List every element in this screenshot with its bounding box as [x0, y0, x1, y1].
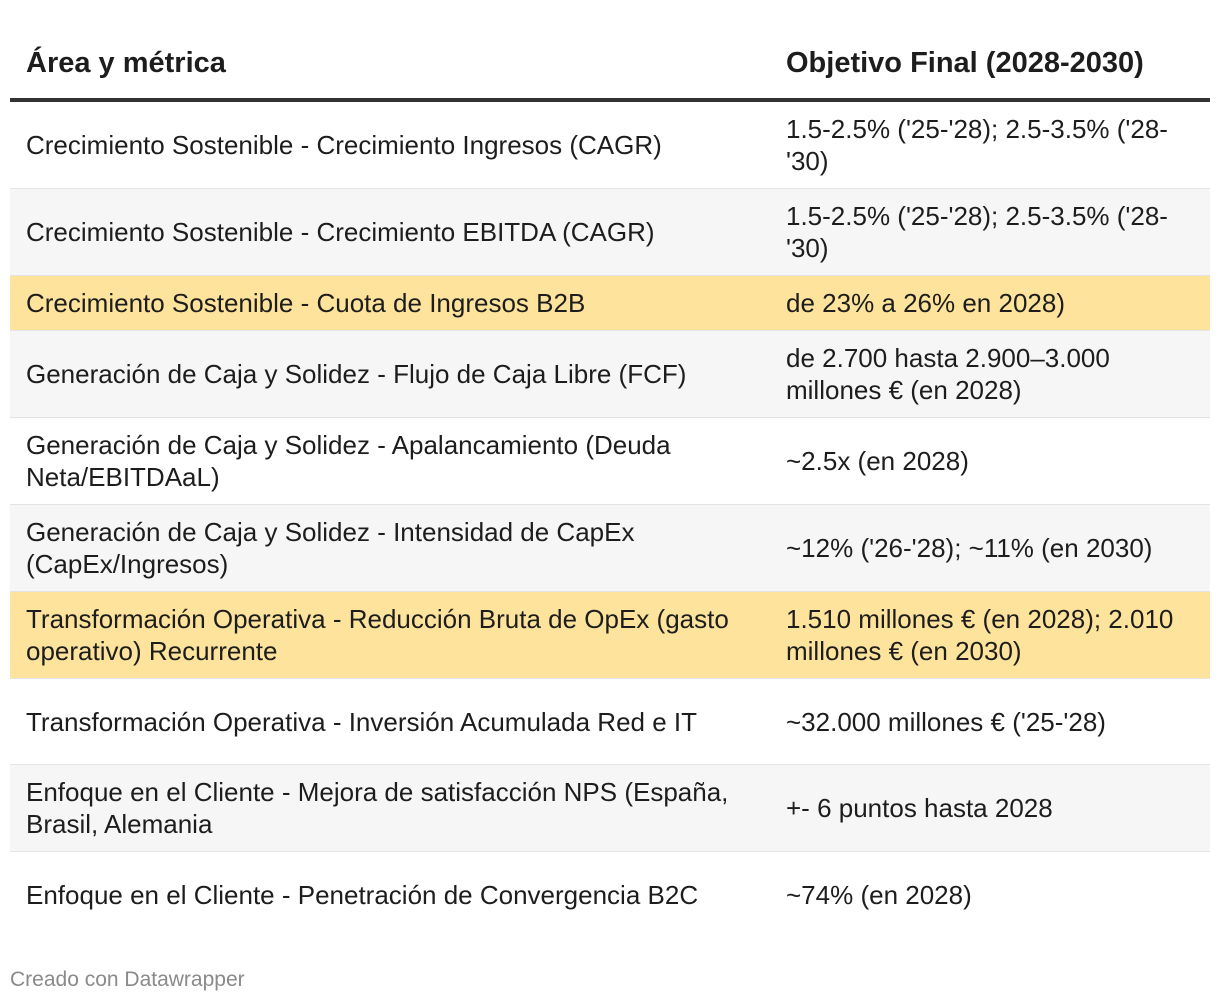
metric-cell: Generación de Caja y Solidez - Apalancamiento (Deuda Neta/EBITDAaL) — [10, 418, 770, 505]
target-cell: 1.510 millones € (en 2028); 2.010 millones € (en 2030) — [770, 592, 1210, 679]
target-cell: ~32.000 millones € ('25-'28) — [770, 679, 1210, 765]
table-row — [10, 852, 1210, 938]
target-cell: ~74% (en 2028) — [770, 852, 1210, 938]
metric-cell: Enfoque en el Cliente - Mejora de satisfacción NPS (España, Brasil, Alemania — [10, 765, 770, 852]
target-cell: +- 6 puntos hasta 2028 — [770, 765, 1210, 852]
table-row — [10, 189, 1210, 276]
target-cell: de 23% a 26% en 2028) — [770, 276, 1210, 331]
target-cell: de 2.700 hasta 2.900–3.000 millones € (en 2028) — [770, 331, 1210, 418]
table-row — [10, 679, 1210, 765]
metric-cell: Crecimiento Sostenible - Cuota de Ingresos B2B — [10, 276, 770, 331]
metric-cell: Transformación Operativa - Inversión Acumulada Red e IT — [10, 679, 770, 765]
target-cell: ~2.5x (en 2028) — [770, 418, 1210, 505]
datawrapper-credit[interactable]: Creado con Datawrapper — [10, 968, 245, 991]
data-table-container — [10, 30, 1210, 938]
target-cell: 1.5-2.5% ('25-'28); 2.5-3.5% ('28-'30) — [770, 100, 1210, 189]
table-row — [10, 505, 1210, 592]
table-row — [10, 331, 1210, 418]
table-row — [10, 418, 1210, 505]
table-row — [10, 765, 1210, 852]
target-cell: ~12% ('26-'28); ~11% (en 2030) — [770, 505, 1210, 592]
table-body — [10, 100, 1210, 938]
metric-cell: Crecimiento Sostenible - Crecimiento EBITDA (CAGR) — [10, 189, 770, 276]
metrics-table — [10, 30, 1210, 938]
column-header-metric[interactable]: Área y métrica — [10, 30, 770, 100]
metric-cell: Generación de Caja y Solidez - Flujo de Caja Libre (FCF) — [10, 331, 770, 418]
metric-cell: Enfoque en el Cliente - Penetración de Convergencia B2C — [10, 852, 770, 938]
target-cell: 1.5-2.5% ('25-'28); 2.5-3.5% ('28-'30) — [770, 189, 1210, 276]
column-header-target[interactable]: Objetivo Final (2028-2030) — [770, 30, 1210, 100]
metric-cell: Generación de Caja y Solidez - Intensidad de CapEx (CapEx/Ingresos) — [10, 505, 770, 592]
table-row — [10, 100, 1210, 189]
metric-cell: Crecimiento Sostenible - Crecimiento Ingresos (CAGR) — [10, 100, 770, 189]
table-row-highlighted — [10, 276, 1210, 331]
table-row-highlighted — [10, 592, 1210, 679]
metric-cell: Transformación Operativa - Reducción Bruta de OpEx (gasto operativo) Recurrente — [10, 592, 770, 679]
table-header — [10, 30, 1210, 100]
header-row — [10, 30, 1210, 100]
